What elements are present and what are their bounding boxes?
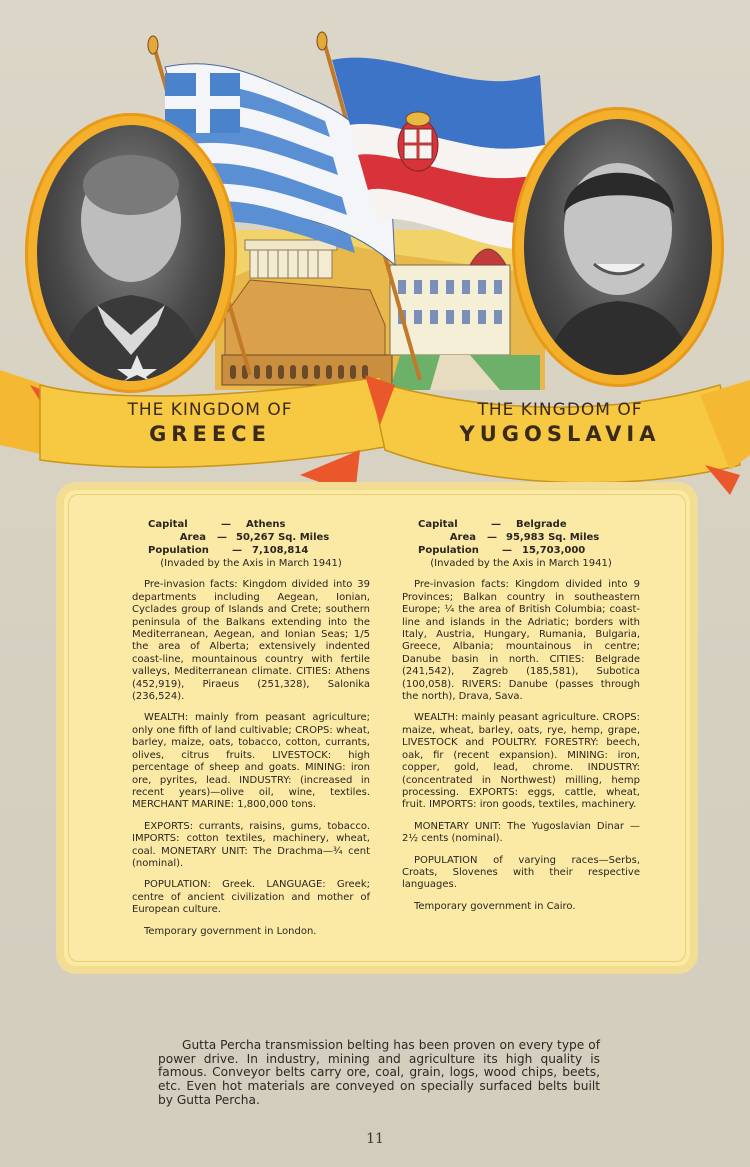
greece-paragraph: WEALTH: mainly from peasant agriculture; only one fifth of land cultivable; CROPS: wheat, barley, maize, oats, tobacco, cotton, currants, olives, citrus fruits. LIVESTOCK: high percentage of sheep and goats. MINING: iron ore, pyrites, lead. INDUSTRY: (increased in recent years)—olive oil, wine, textiles. MERCHANT MARINE: 1,800,000 tons. — [132, 712, 370, 811]
yugoslavia-banner-line2: YUGOSLAVIA — [459, 422, 661, 446]
yugoslavia-column — [402, 518, 640, 922]
yugoslavia-invaded-note: (Invaded by the Axis in March 1941) — [430, 558, 612, 569]
yugoslavia-paragraph: WEALTH: mainly peasant agriculture. CROPS: maize, wheat, barley, oats, rye, hemp, grape, LIVESTOCK and POULTRY. FORESTRY: beech, oak, fir (recent expansion). MINING: iron, copper, gold, lead, chrome. INDUSTRY: (concentrated in Northwest) milling, hemp processing. EXPORTS: eggs, cattle, wheat, fruit. IMPORTS: iron goods, textiles, machinery. — [402, 712, 640, 811]
page-number: 11 — [366, 1131, 384, 1147]
greek-king-portrait-frame — [25, 113, 237, 393]
greece-area-row — [148, 531, 368, 544]
population-value: 7,108,814 — [252, 545, 309, 556]
yugoslav-king-portrait-frame — [512, 107, 724, 387]
yugoslavia-paragraph: Temporary government in Cairo. — [414, 900, 576, 912]
area-label: Area — [449, 532, 476, 543]
capital-label: Capital — [148, 519, 188, 530]
greece-population-row — [148, 544, 368, 557]
yugoslavia-paragraph: Pre-invasion facts: Kingdom divided into 9 Provinces; Balkan country in southeastern Europe; ¼ the area of British Columbia; coast-line and islands in the Adriatic; borders with Italy, Austria, Hungary, Rumania, Bulgaria, Greece, Albania; mountainous in centre; Danube basin in north. CITIES: Belgrade (241,542), Zagreb (185,581), Subotica (100,058). RIVERS: Danube (passes through the north), Drava, Sava. — [402, 579, 640, 703]
yugoslavia-banner-line1: THE KINGDOM OF — [477, 400, 643, 420]
area-value: 50,267 Sq. Miles — [236, 532, 330, 543]
dash: — — [232, 545, 242, 556]
capital-value: Belgrade — [516, 519, 567, 530]
dash: — — [491, 519, 501, 530]
population-label: Population — [418, 545, 479, 556]
yugoslavia-paragraph: MONETARY UNIT: The Yugoslavian Dinar —2½ cents (nominal). — [402, 820, 640, 845]
greece-key-facts — [148, 518, 368, 557]
area-value: 95,983 Sq. Miles — [506, 532, 600, 543]
population-value: 15,703,000 — [522, 545, 586, 556]
header-illustration — [0, 25, 750, 500]
greek-king-portrait — [37, 125, 225, 381]
greece-column — [132, 518, 370, 947]
yugoslavia-population-row — [418, 544, 638, 557]
greece-banner-line2: GREECE — [149, 422, 271, 446]
greece-capital-row — [148, 518, 368, 531]
population-label: Population — [148, 545, 209, 556]
capital-value: Athens — [246, 519, 286, 530]
info-panel — [62, 488, 692, 968]
yugoslavia-banner-title — [430, 400, 690, 446]
dash: — — [502, 545, 512, 556]
dash: — — [221, 519, 231, 530]
greece-paragraph: Pre-invasion facts: Kingdom divided into 39 departments including Aegean, Ionian, Cyclades group of Islands and Crete; southern peninsula of the Balkans extending into the Mediterranean, Aegean, and Ionian Seas; 1/5 the area of Alberta; extensively indented coast-line, mountainous country with fertile valleys, Mediterranean climate. CITIES: Athens (452,919), Piraeus (251,328), Salonika (236,524). — [132, 579, 370, 703]
capital-label: Capital — [418, 519, 458, 530]
yugoslav-king-portrait — [524, 119, 712, 375]
greece-paragraph: Temporary government in London. — [144, 925, 317, 937]
greece-paragraph: POPULATION: Greek. LANGUAGE: Greek; centre of ancient civilization and mother of European culture. — [132, 879, 370, 916]
yugoslavia-capital-row — [418, 518, 638, 531]
dash: — — [217, 532, 227, 543]
gutta-percha-advertisement: Gutta Percha transmission belting has been proven on every type of power drive. In industry, mining and agriculture its high quality is famous. Conveyor belts carry ore, coal, grain, logs, wood chips, beets, etc. Even hot materials are conveyed on specially surfaced belts built by Gutta Percha. — [158, 1038, 600, 1107]
yugoslavia-key-facts — [418, 518, 638, 557]
yugoslavia-area-row — [418, 531, 638, 544]
yugoslavia-paragraph: POPULATION of varying races—Serbs, Croats, Slovenes with their respective languages. — [402, 854, 640, 891]
area-label: Area — [179, 532, 206, 543]
greece-paragraph: EXPORTS: currants, raisins, gums, tobacco. IMPORTS: cotton textiles, machinery, wheat, coal. MONETARY UNIT: The Drachma—¾ cent (nominal). — [132, 820, 370, 869]
greece-banner-line1: THE KINGDOM OF — [127, 400, 293, 420]
dash: — — [487, 532, 497, 543]
city-scene — [215, 230, 545, 390]
greece-banner-title — [110, 400, 310, 446]
greece-invaded-note: (Invaded by the Axis in March 1941) — [160, 558, 342, 569]
